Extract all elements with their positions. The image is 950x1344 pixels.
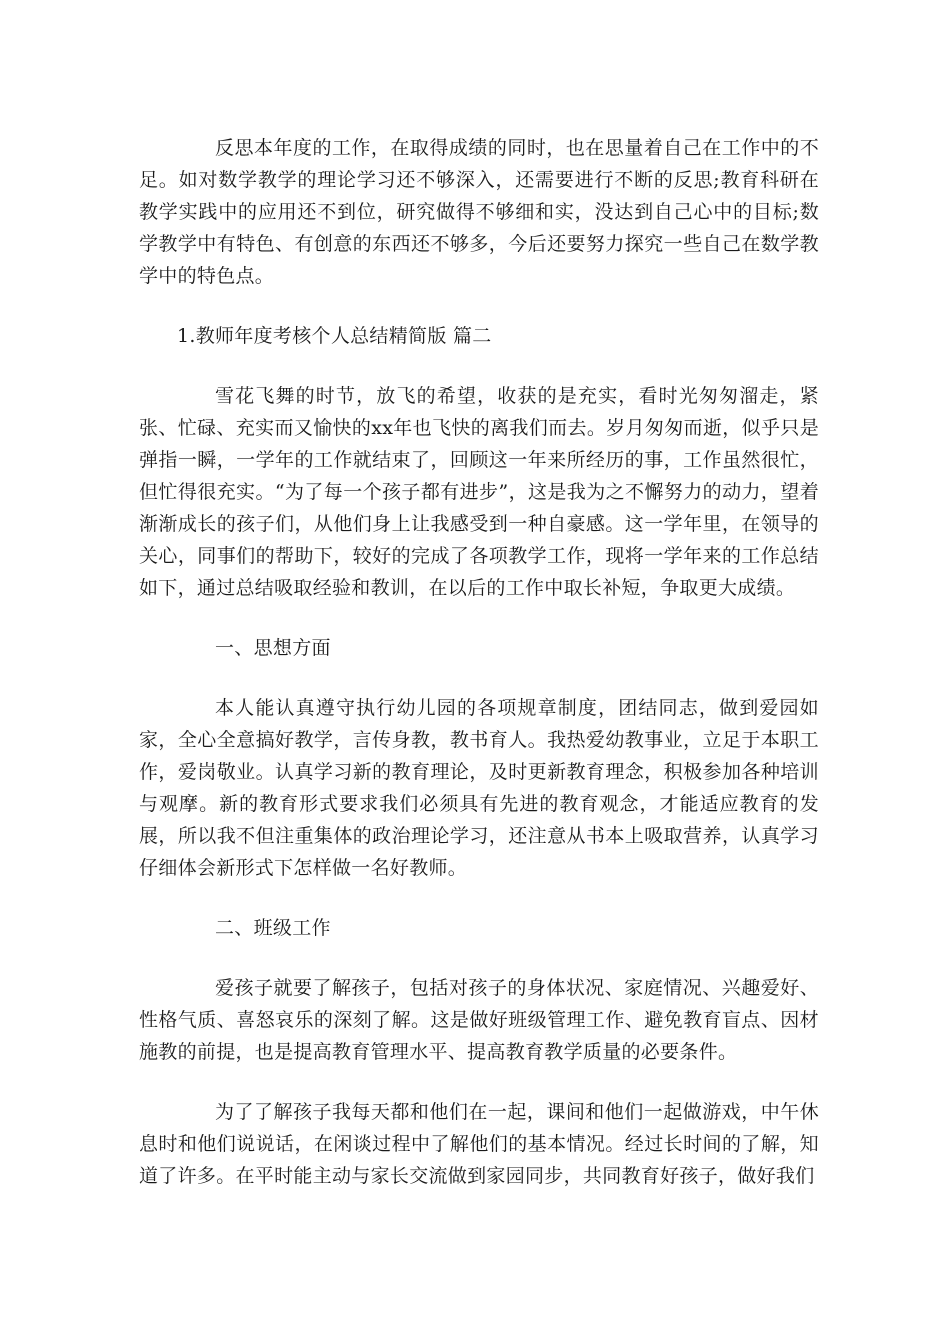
document-body xyxy=(139,132,819,1220)
paragraph-class-work-2: 为了了解孩子我每天都和他们在一起，课间和他们一起做游戏，中午休息时和他们说说话，在闲谈过程中了解他们的基本情况。经过长时间的了解，知道了许多。在平时能主动与家长交流做到家园同步，共同教育好孩子，做好我们 xyxy=(139,1101,819,1187)
paragraph-class-work-1: 爱孩子就要了解孩子，包括对孩子的身体状况、家庭情况、兴趣爱好、性格气质、喜怒哀乐的深刻了解。这是做好班级管理工作、避免教育盲点、因材施教的前提，也是提高教育管理水平、提高教育教学质量的必要条件。 xyxy=(139,977,819,1063)
section-heading-ideology: 一、思想方面 xyxy=(215,637,331,659)
section-heading-class-work: 二、班级工作 xyxy=(215,917,331,939)
paragraph-ideology: 本人能认真遵守执行幼儿园的各项规章制度，团结同志，做到爱园如家，全心全意搞好教学，言传身教，教书育人。我热爱幼教事业，立足于本职工作，爱岗敬业。认真学习新的教育理论，及时更新教育理念，积极参加各种培训与观摩。新的教育形式要求我们必须具有先进的教育观念，才能适应教育的发展，所以我不但注重集体的政治理论学习，还注意从书本上吸取营养，认真学习仔细体会新形式下怎样做一名好教师。 xyxy=(139,697,819,879)
paragraph-reflection: 反思本年度的工作，在取得成绩的同时，也在思量着自己在工作中的不足。如对数学教学的理论学习还不够深入，还需要进行不断的反思;教育科研在教学实践中的应用还不到位，研究做得不够细和实，没达到自己心中的目标;数学教学中有特色、有创意的东西还不够多，今后还要努力探究一些自己在数学教学中的特色点。 xyxy=(139,137,819,287)
section-heading-part-two: 1.教师年度考核个人总结精简版 篇二 xyxy=(177,325,492,347)
paragraph-introduction: 雪花飞舞的时节，放飞的希望，收获的是充实，看时光匆匆溜走，紧张、忙碌、充实而又愉快的xx年也飞快的离我们而去。岁月匆匆而逝，似乎只是弹指一瞬，一学年的工作就结束了，回顾这一年来所经历的事，工作虽然很忙，但忙得很充实。“为了每一个孩子都有进步”，这是我为之不懈努力的动力，望着渐渐成长的孩子们，从他们身上让我感受到一种自豪感。这一学年里，在领导的关心，同事们的帮助下，较好的完成了各项教学工作，现将一学年来的工作总结如下，通过总结吸取经验和教训，在以后的工作中取长补短，争取更大成绩。 xyxy=(139,385,819,599)
